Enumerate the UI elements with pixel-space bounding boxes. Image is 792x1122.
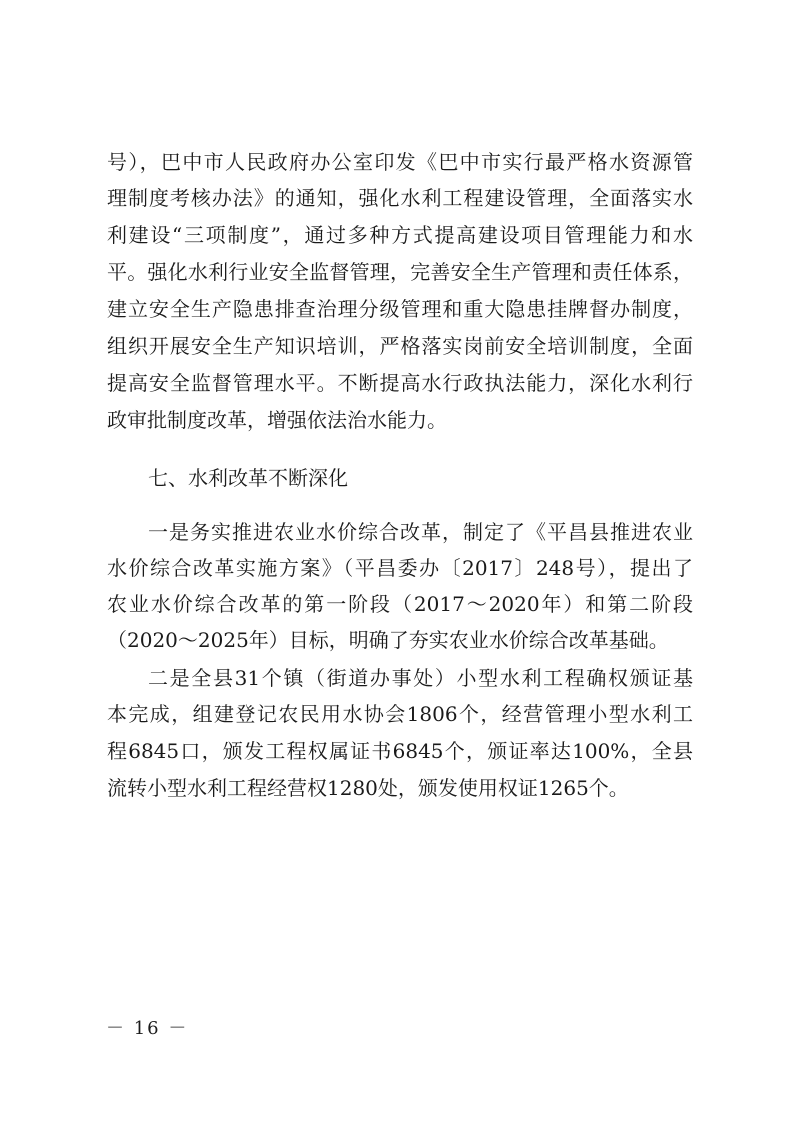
- text-line: 建立安全生产隐患排查治理分级管理和重大隐患挂牌督办制度，: [107, 297, 693, 321]
- text-line: 一是务实推进农业水价综合改革，制定了《平昌县推进农业: [148, 520, 693, 544]
- text-line: 本完成，组建登记农民用水协会1806个，经营管理小型水利工: [107, 702, 693, 726]
- text-line: 程6845口，颁发工程权属证书6845个，颁证率达100%，全县: [107, 739, 693, 763]
- text-line: （2020～2025年）目标，明确了夯实农业水价综合改革基础。: [107, 628, 669, 652]
- text-line: 号），巴中市人民政府办公室印发《巴中市实行最严格水资源管: [107, 150, 693, 174]
- text-line: 水价综合改革实施方案》（平昌委办〔2017〕248号），提出了: [107, 556, 693, 580]
- page-number: － 16 －: [106, 1018, 189, 1039]
- section-heading: 七、水利改革不断深化: [148, 466, 348, 490]
- text-line: 理制度考核办法》的通知，强化水利工程建设管理，全面落实水: [107, 186, 693, 210]
- text-line: 流转小型水利工程经营权1280处，颁发使用权证1265个。: [107, 776, 629, 800]
- text-line: 组织开展安全生产知识培训，严格落实岗前安全培训制度，全面: [107, 334, 693, 358]
- text-line: 提高安全监督管理水平。不断提高水行政执法能力，深化水利行: [107, 371, 693, 395]
- text-line: 农业水价综合改革的第一阶段（2017～2020年）和第二阶段: [107, 592, 693, 616]
- text-line: 利建设“三项制度”，通过多种方式提高建设项目管理能力和水: [107, 223, 693, 247]
- text-line: 二是全县31个镇（街道办事处）小型水利工程确权颁证基: [148, 666, 693, 690]
- text-line: 平。强化水利行业安全监督管理，完善安全生产管理和责任体系，: [107, 260, 693, 284]
- text-line: 政审批制度改革，增强依法治水能力。: [107, 408, 447, 432]
